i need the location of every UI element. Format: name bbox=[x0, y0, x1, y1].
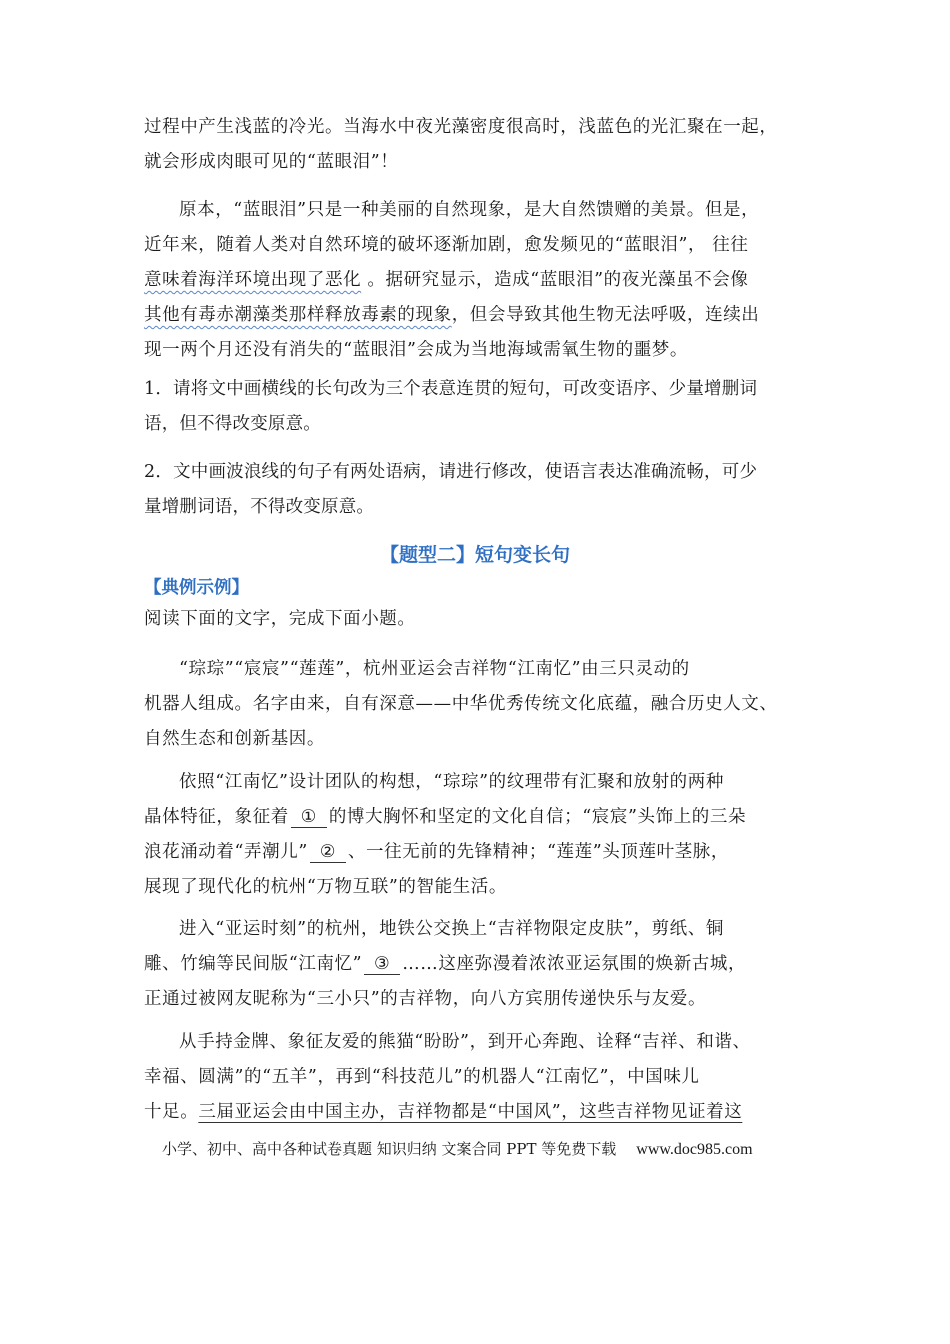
section-heading: 【题型二】短句变长句 bbox=[379, 544, 570, 566]
question-line bbox=[144, 455, 808, 490]
passage-top-paragraph-2 bbox=[144, 193, 808, 368]
text-span: ……这座弥漫着浓浓亚运氛围的焕新古城， bbox=[402, 954, 747, 974]
passage-bottom-paragraph-3 bbox=[144, 912, 808, 1017]
text-line: 展现了现代化的杭州“万物互联”的智能生活。 bbox=[144, 877, 507, 897]
text-span: 十足。 bbox=[144, 1102, 199, 1122]
footer bbox=[162, 1138, 753, 1159]
passage-bottom-paragraph-4 bbox=[144, 1025, 808, 1130]
question-line: 量增删词语，不得改变原意。 bbox=[144, 497, 375, 517]
example-label: 【典例示例】 bbox=[144, 578, 249, 598]
text-line: 进入“亚运时刻”的杭州，地铁公交换上“吉祥物限定皮肤”，剪纸、铜 bbox=[179, 919, 724, 939]
text-span: 、一往无前的先锋精神；“莲莲”头顶莲叶茎脉， bbox=[347, 842, 729, 862]
fill-blank-1[interactable]: ① bbox=[291, 807, 327, 828]
text-line bbox=[144, 800, 808, 835]
question-1 bbox=[144, 372, 808, 442]
question-number: 2． bbox=[144, 462, 174, 482]
text-span: ，但会导致其他生物无法呼吸，连续出 bbox=[451, 305, 760, 325]
text-line: 原本，“蓝眼泪”只是一种美丽的自然现象，是大自然馈赠的美景。但是， bbox=[179, 200, 760, 220]
text-line bbox=[144, 298, 808, 333]
instruction bbox=[144, 602, 808, 637]
text-line: 自然生态和创新基因。 bbox=[144, 729, 325, 749]
text-line bbox=[144, 263, 808, 298]
passage-bottom-paragraph-1 bbox=[144, 652, 808, 757]
text-line bbox=[144, 947, 808, 982]
text-line: 近年来，随着人类对自然环境的破坏逐渐加剧，愈发频见的“蓝眼泪”， 往往 bbox=[144, 235, 749, 255]
text-span: 雕、竹编等民间版“江南忆” bbox=[144, 954, 363, 974]
question-text: 请将文中画横线的长句改为三个表意连贯的短句，可改变语序、少量增删词 bbox=[173, 379, 758, 399]
text-span: 晶体特征，象征着 bbox=[144, 807, 289, 827]
wavy-underlined-sentence: 其他有毒赤潮藻类那样释放毒素的现象 bbox=[144, 305, 452, 325]
text-span: 的博大胸怀和坚定的文化自信；“宸宸”头饰上的三朵 bbox=[328, 807, 747, 827]
fill-blank-3[interactable]: ③ bbox=[364, 954, 400, 975]
text-span: 。据研究显示，造成“蓝眼泪”的夜光藻虽不会像 bbox=[361, 270, 749, 290]
text-line: “琮琮”“宸宸”“莲莲”，杭州亚运会吉祥物“江南忆”由三只灵动的 bbox=[179, 659, 690, 679]
passage-bottom-paragraph-2 bbox=[144, 765, 808, 905]
text-span: 浪花涌动着“弄潮儿” bbox=[144, 842, 308, 862]
question-line: 语，但不得改变原意。 bbox=[144, 414, 321, 434]
text-line: 机器人组成。名字由来，自有深意——中华优秀传统文化底蕴，融合历史人文、 bbox=[144, 694, 778, 714]
text-line bbox=[144, 1095, 808, 1130]
text-line: 就会形成肉眼可见的“蓝眼泪”！ bbox=[144, 152, 399, 172]
text-line: 现一两个月还没有消失的“蓝眼泪”会成为当地海域需氧生物的噩梦。 bbox=[144, 340, 688, 360]
footer-link[interactable]: www.doc985.com bbox=[636, 1141, 753, 1158]
wavy-underlined-sentence: 意味着海洋环境出现了恶化 bbox=[144, 270, 362, 290]
text-line: 过程中产生浅蓝的冷光。当海水中夜光藻密度很高时，浅蓝色的光汇聚在一起， bbox=[144, 117, 778, 137]
question-2 bbox=[144, 455, 808, 525]
underlined-long-sentence: 三届亚运会由中国主办，吉祥物都是“中国风”，这些吉祥物见证着这 bbox=[198, 1102, 743, 1122]
text-line: 幸福、圆满”的“五羊”，再到“科技范儿”的机器人“江南忆”，中国味儿 bbox=[144, 1067, 700, 1087]
instruction-text: 阅读下面的文字，完成下面小题。 bbox=[144, 609, 416, 629]
question-number: 1． bbox=[144, 379, 174, 399]
question-line bbox=[144, 372, 808, 407]
text-line: 依照“江南忆”设计团队的构想，“琮琮”的纹理带有汇聚和放射的两种 bbox=[179, 772, 724, 792]
footer-text: 小学、初中、高中各种试卷真题 知识归纳 文案合同 PPT 等免费下载 bbox=[162, 1140, 617, 1158]
passage-top-paragraph-1 bbox=[144, 110, 808, 180]
question-text: 文中画波浪线的句子有两处语病，请进行修改，使语言表达准确流畅，可少 bbox=[173, 462, 758, 482]
text-line: 从手持金牌、象征友爱的熊猫“盼盼”，到开心奔跑、诠释“吉祥、和谐、 bbox=[179, 1032, 751, 1052]
text-line bbox=[144, 835, 808, 870]
fill-blank-2[interactable]: ② bbox=[310, 842, 346, 863]
text-line: 正通过被网友昵称为“三小只”的吉祥物，向八方宾朋传递快乐与友爱。 bbox=[144, 989, 707, 1009]
